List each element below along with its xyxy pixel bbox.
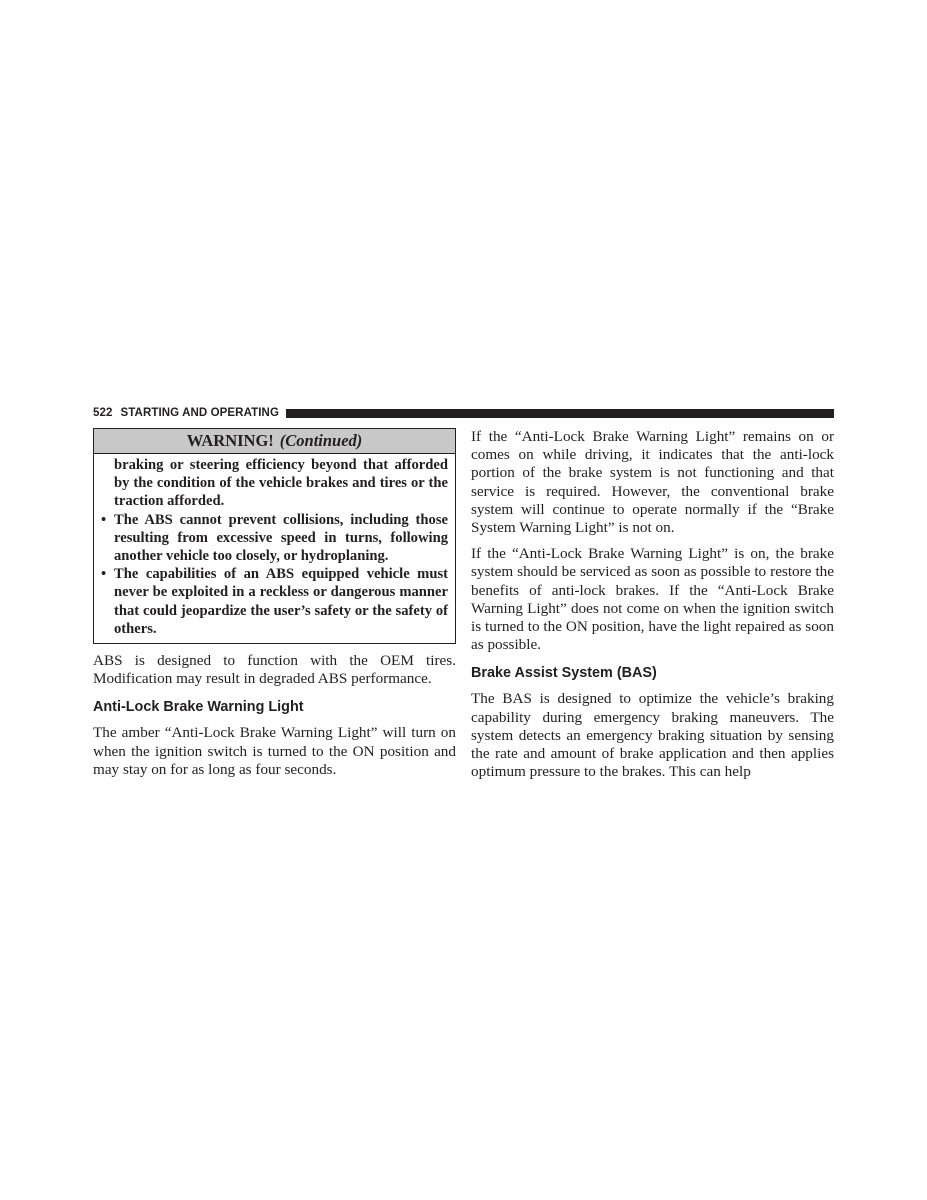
warning-bullet-text: The capabilities of an ABS equipped vehicle must never be exploited in a reckless or dangerous manner that could jeopardize the user’s safety or the safety of others.	[114, 566, 448, 637]
paragraph-light-is-on: If the “Anti-Lock Brake Warning Light” is on, the brake system should be serviced as soon as possible to restore the benefits of anti-lock brakes. If the “Anti-Lock Brake Warning Light” does not come on when the ignition switch is turned to the ON position, have the light repaired as soon as possible.	[471, 545, 834, 654]
paragraph-amber-light: The amber “Anti-Lock Brake Warning Light” will turn on when the ignition switch is turned to the ON position and may stay on for as long as four seconds.	[93, 724, 456, 778]
warning-box	[93, 428, 456, 644]
warning-title: WARNING!	[186, 431, 274, 450]
heading-anti-lock-brake-warning-light: Anti-Lock Brake Warning Light	[93, 699, 304, 716]
bullet-dot-icon: •	[101, 511, 107, 528]
paragraph-light-remains-on: If the “Anti-Lock Brake Warning Light” remains on or comes on while driving, it indicates that the anti-lock portion of the brake system is not functioning and that service is required. However, the conventional brake system will continue to operate normally if the “Brake System Warning Light” is not on.	[471, 428, 834, 537]
paragraph-bas: The BAS is designed to optimize the vehicle’s braking capability during emergency braking maneuvers. The system detects an emergency braking situation by sensing the rate and amount of brake application and then applies optimum pressure to the brakes. This can help	[471, 690, 834, 781]
warning-header	[94, 429, 455, 454]
section-title: STARTING AND OPERATING	[120, 407, 280, 419]
page-header	[93, 404, 834, 422]
right-column	[471, 428, 834, 789]
heading-brake-assist-system: Brake Assist System (BAS)	[471, 665, 657, 682]
paragraph-abs-tires: ABS is designed to function with the OEM tires. Modification may result in degraded ABS performance.	[93, 652, 456, 688]
bullet-dot-icon: •	[101, 566, 107, 583]
header-rule	[286, 409, 834, 418]
warning-continuation-text: braking or steering efficiency beyond that afforded by the condition of the vehicle brakes and tires or the traction afforded.	[114, 457, 448, 510]
page-number: 522	[93, 407, 113, 419]
warning-continued-label: (Continued)	[279, 431, 363, 450]
warning-body	[94, 454, 455, 643]
warning-bullet-text: The ABS cannot prevent collisions, including those resulting from excessive speed in turns, following another vehicle too closely, or hydroplaning.	[114, 511, 448, 565]
warning-bullet	[101, 565, 448, 638]
warning-bullet	[101, 511, 448, 566]
left-column	[93, 428, 456, 787]
